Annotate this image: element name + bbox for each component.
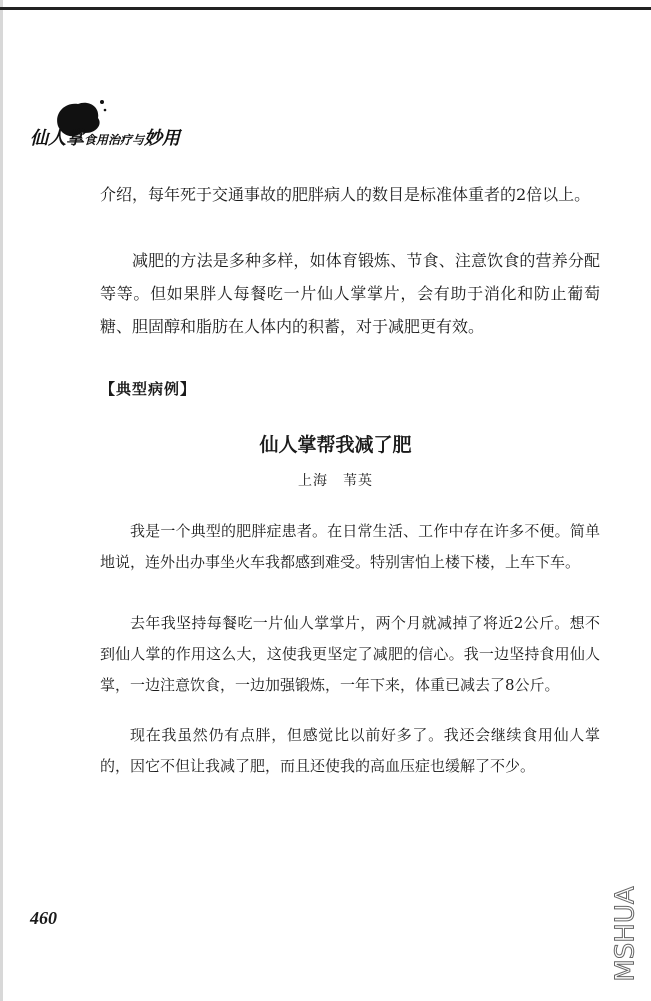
watermark-text: MSHUA <box>610 886 641 982</box>
story-paragraph: 现在我虽然仍有点胖，但感觉比以前好多了。我还会继续食用仙人掌的，因它不但让我减了肥，而且还使我的高血压症也缓解了不少。 <box>100 726 600 775</box>
watermark <box>596 880 651 988</box>
running-header-title <box>30 124 180 150</box>
top-rule <box>0 7 651 10</box>
page-number: 460 <box>30 908 57 928</box>
header-title-connector: 与 <box>132 133 145 147</box>
body-paragraph: 减肥的方法是多种多样，如体育锻炼、节食、注意饮食的营养分配等等。但如果胖人每餐吃一片仙人掌掌片，会有助于消化和防止葡萄糖、胆固醇和脂肪在人体内的积蓄，对于减肥更有效。 <box>100 251 600 336</box>
page-edge-shadow <box>0 0 3 1001</box>
story-paragraph: 我是一个典型的肥胖症患者。在日常生活、工作中存在许多不便。简单地说，连外出办事坐火车我都感到难受。特别害怕上楼下楼，上车下车。 <box>100 522 600 571</box>
story-paragraph: 去年我坚持每餐吃一片仙人掌掌片，两个月就减掉了将近2公斤。想不到仙人掌的作用这么大，这使我更坚定了减肥的信心。我一边坚持食用仙人掌，一边注意饮食，一边加强锻炼，一年下来，体重已减去了8公斤。 <box>100 614 600 694</box>
header-title-end: 妙用 <box>144 128 181 149</box>
header-title-main: 仙人掌 <box>30 128 84 149</box>
article-title: 仙人掌帮我减了肥 <box>259 434 412 456</box>
body-paragraph: 介绍，每年死于交通事故的肥胖病人的数目是标准体重者的2倍以上。 <box>100 185 591 204</box>
section-label: 【典型病例】 <box>100 380 197 398</box>
article-author: 上海 苇英 <box>298 473 373 489</box>
running-header <box>30 96 220 154</box>
header-title-sub: 食用治疗 <box>84 133 133 147</box>
